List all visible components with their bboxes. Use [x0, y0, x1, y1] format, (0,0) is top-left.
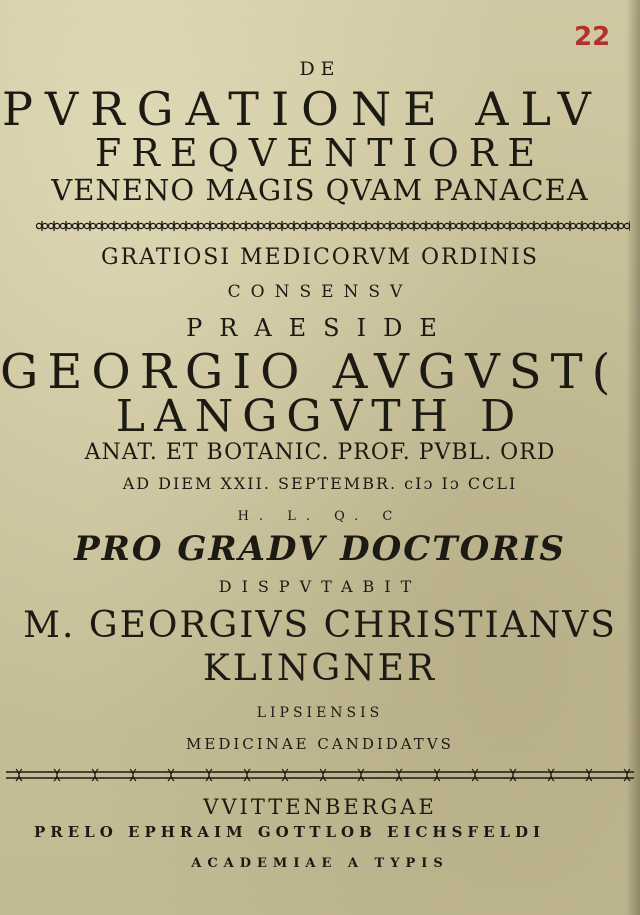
title-de: DE: [299, 58, 341, 80]
respondent-surname: KLINGNER: [202, 648, 438, 689]
decorative-rule: [6, 766, 634, 784]
imprint-city: VVITTENBERGAE: [203, 795, 437, 819]
title-line-1: PVRGATIONE ALV: [2, 82, 603, 136]
praeses-first-name: GEORGIO AVGVST(: [0, 344, 620, 400]
imprint-printer: PRELO EPHRAIM GOTTLOB EICHSFELDI: [34, 823, 546, 841]
disputabit-line: DISPVTABIT: [218, 577, 422, 596]
gratiosi-line: GRATIOSI MEDICORVM ORDINIS: [101, 245, 539, 270]
respondent-name: M. GEORGIVS CHRISTIANVS: [23, 605, 617, 646]
respondent-origin: LIPSIENSIS: [256, 705, 384, 721]
praeses-position: ANAT. ET BOTANIC. PROF. PVBL. ORD: [84, 440, 556, 465]
folio-number: 22: [574, 22, 611, 52]
praeses-surname: LANGGVTH D: [115, 391, 525, 442]
respondent-status: MEDICINAE CANDIDATVS: [186, 735, 454, 753]
title-line-3: VENENO MAGIS QVAM PANACEA: [51, 173, 589, 207]
hlqc-line: H. L. Q. C: [237, 509, 403, 524]
ornament-band: [36, 218, 630, 234]
imprint-academy: ACADEMIAE A TYPIS: [191, 856, 449, 871]
consensu-line: CONSENSV: [227, 282, 413, 302]
degree-line: PRO GRADV DOCTORIS: [74, 529, 566, 569]
disputation-date: AD DIEM XXII. SEPTEMBR. cIɔ Iɔ CCLI: [122, 474, 518, 493]
title-line-2: FREQVENTIORE: [94, 131, 546, 175]
praeside-line: PRAESIDE: [186, 314, 454, 342]
